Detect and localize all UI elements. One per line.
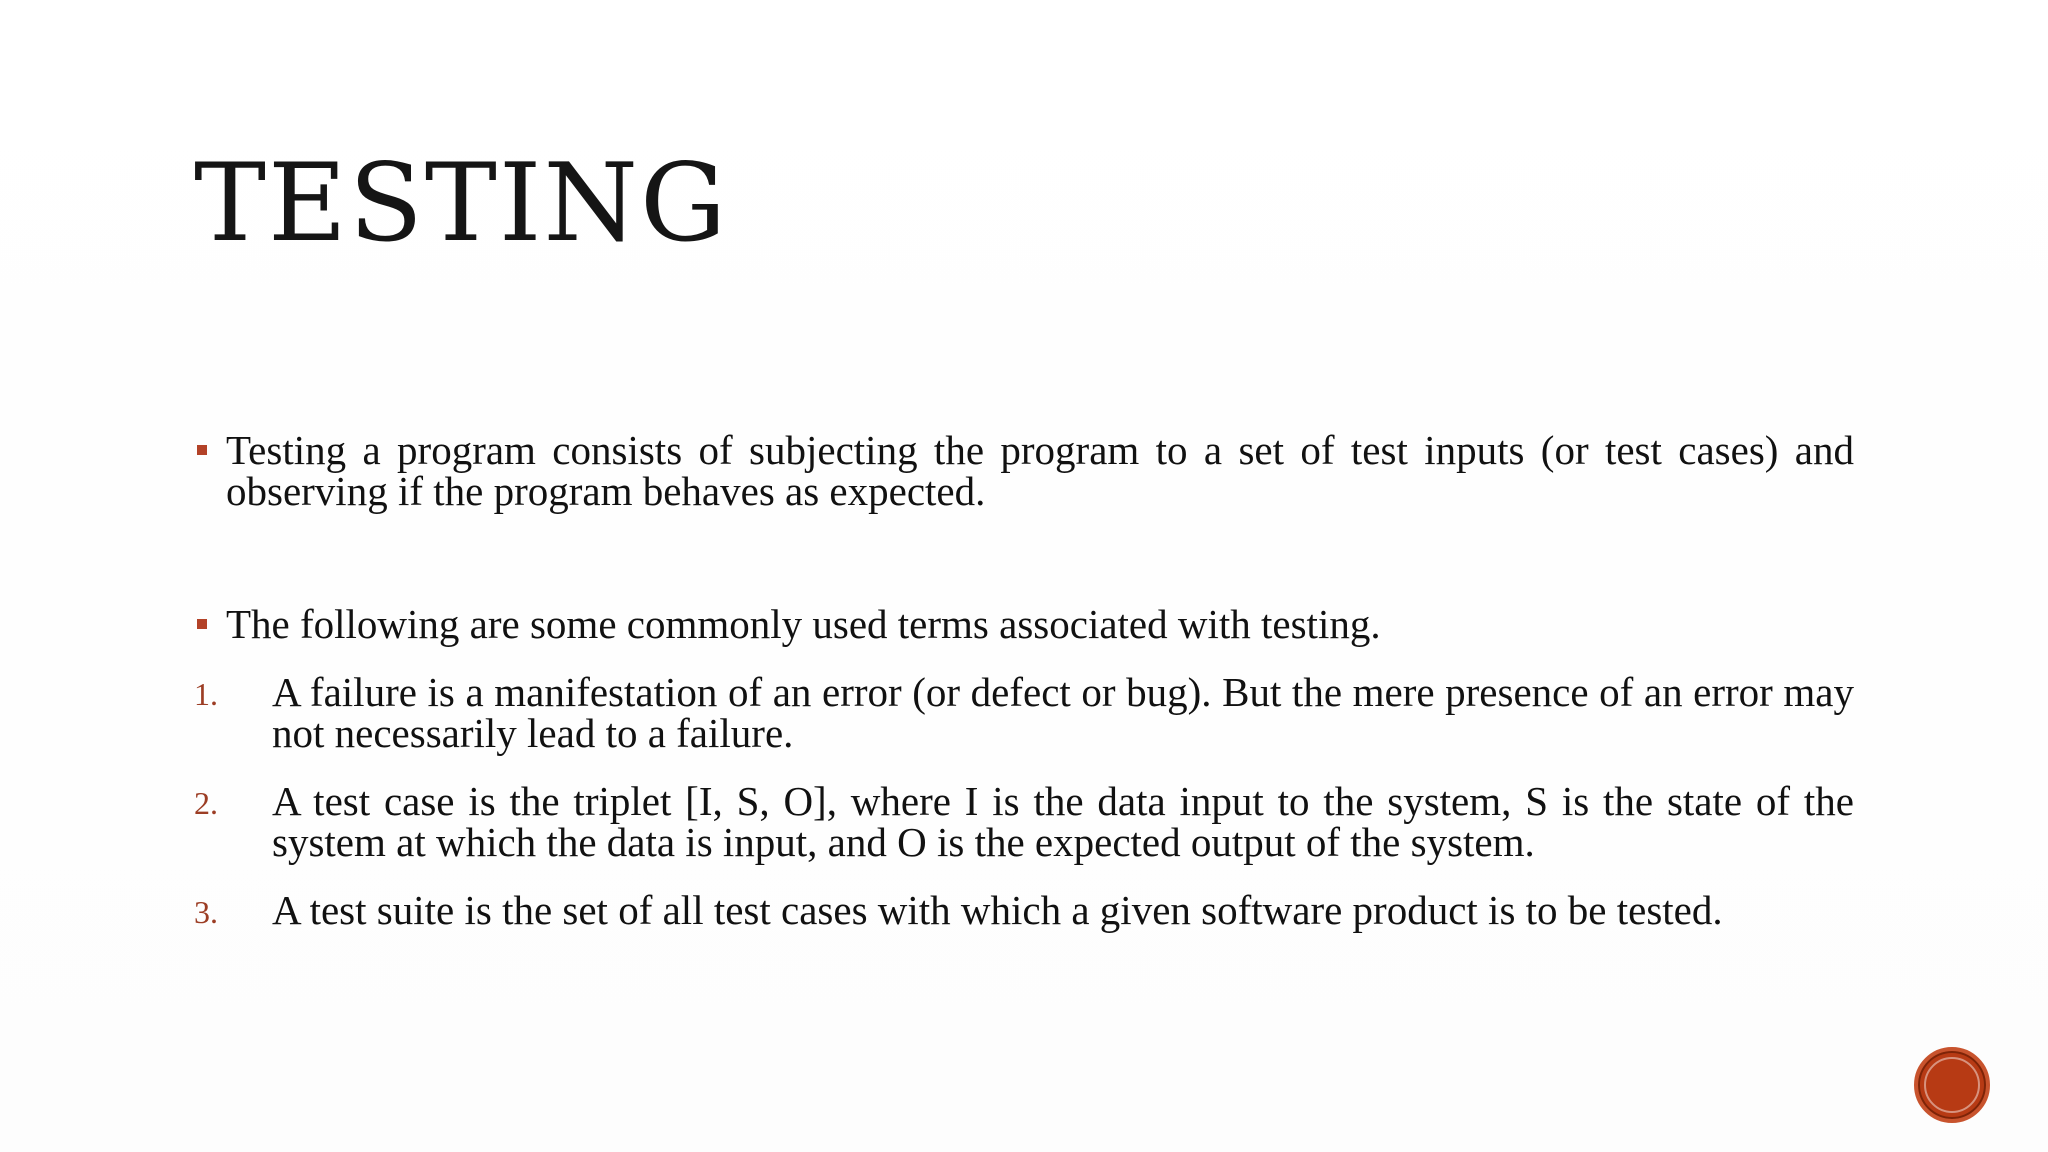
bullet-item <box>194 601 1854 647</box>
numbered-text: A test suite is the set of all test cases with which a given software product is to be tested. <box>272 887 1723 933</box>
number-marker: 3. <box>194 894 218 930</box>
numbered-text: A test case is the triplet [I, S, O], where I is the data input to the system, S is the state of the system at which the data is input, and O is the expected output of the system. <box>272 778 1854 865</box>
numbered-item <box>194 778 1854 865</box>
numbered-item <box>194 887 1854 933</box>
number-marker: 2. <box>194 785 218 821</box>
bullet-square-icon <box>197 445 207 455</box>
numbered-item <box>194 669 1854 756</box>
numbered-text: A failure is a manifestation of an error (or defect or bug). But the mere presence of an error may not necessarily lead to a failure. <box>272 669 1854 756</box>
bullet-square-icon <box>197 619 207 629</box>
bullet-item <box>194 427 1854 514</box>
number-marker: 1. <box>194 676 218 712</box>
bullet-text: The following are some commonly used terms associated with testing. <box>226 601 1381 647</box>
slide-content <box>194 427 1854 958</box>
bullet-text: Testing a program consists of subjecting the program to a set of test inputs (or test cases) and observing if the program behaves as expected. <box>226 427 1854 514</box>
slide-title: TESTING <box>194 141 729 266</box>
red-circle-icon <box>1914 1047 1990 1123</box>
